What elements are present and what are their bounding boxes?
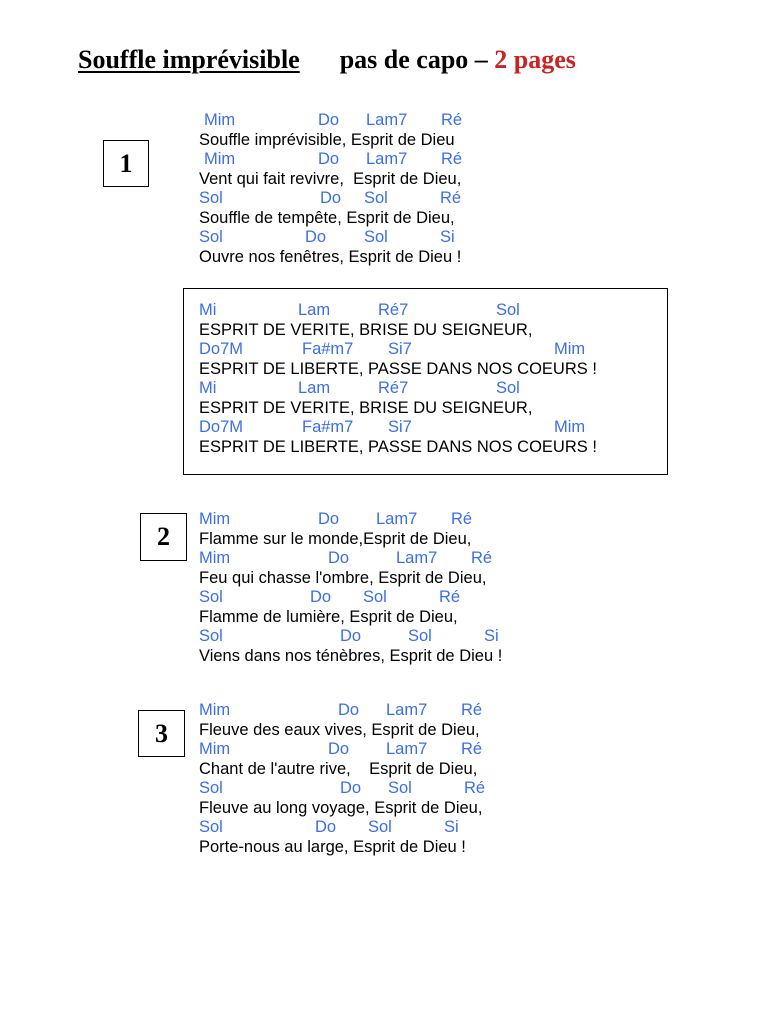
lyric-line: ESPRIT DE VERITE, BRISE DU SEIGNEUR, <box>199 398 533 417</box>
chord: Lam7 <box>376 510 418 528</box>
chord: Mim <box>199 701 231 719</box>
song-title <box>78 42 576 78</box>
chord: Mim <box>554 418 586 436</box>
lyric-line: Souffle imprévisible, Esprit de Dieu <box>199 130 455 149</box>
chord: Si <box>440 228 455 246</box>
chord: Si <box>444 818 459 836</box>
chord: Si7 <box>388 340 412 358</box>
lyric-line: Flamme de lumière, Esprit de Dieu, <box>199 607 458 626</box>
chord: Ré <box>441 150 463 168</box>
chord-line <box>199 189 461 209</box>
chord: Do <box>328 549 350 567</box>
capo-note: pas de capo – <box>339 45 488 74</box>
chord-line <box>199 818 482 838</box>
chord: Ré <box>461 701 483 719</box>
chord: Sol <box>496 301 520 319</box>
chord: Sol <box>199 627 223 645</box>
chord: Ré <box>451 510 473 528</box>
chord: Sol <box>364 189 388 207</box>
chord: Mim <box>199 549 231 567</box>
chord: Lam7 <box>386 701 428 719</box>
chord: Lam <box>298 379 331 397</box>
chord-line <box>199 549 502 569</box>
chord: Sol <box>199 588 223 606</box>
chord-line <box>199 627 502 647</box>
verse-number-1: 1 <box>103 140 149 187</box>
chord: Mi <box>199 301 217 319</box>
chord-line <box>199 418 597 438</box>
chord: Lam7 <box>386 740 428 758</box>
chord-line <box>199 510 502 530</box>
chord: Si7 <box>388 418 412 436</box>
chord-line <box>199 379 597 399</box>
chord-line <box>199 779 486 799</box>
chord: Mim <box>204 150 236 168</box>
lyric-line: Fleuve des eaux vives, Esprit de Dieu, <box>199 720 480 739</box>
chord: Sol <box>408 627 432 645</box>
chord: Do <box>340 779 362 797</box>
refrain <box>199 301 597 457</box>
chord: Mi <box>199 379 217 397</box>
chord: Ré <box>441 111 463 129</box>
chord-line <box>199 111 461 131</box>
lyric-line: ESPRIT DE VERITE, BRISE DU SEIGNEUR, <box>199 320 533 339</box>
chord: Lam <box>298 301 331 319</box>
chord: Do <box>328 740 350 758</box>
chord: Lam7 <box>396 549 438 567</box>
lyric-line: Souffle de tempête, Esprit de Dieu, <box>199 208 455 227</box>
chord: Ré7 <box>378 379 409 397</box>
chord: Do7M <box>199 418 244 436</box>
chord: Sol <box>496 379 520 397</box>
chord: Sol <box>388 779 412 797</box>
song-title-main: Souffle imprévisible <box>78 45 300 74</box>
chord: Mim <box>204 111 236 129</box>
chord: Mim <box>199 510 231 528</box>
chord-line <box>199 228 461 248</box>
chord: Do <box>315 818 337 836</box>
chord-line <box>199 340 597 360</box>
lyric-line: Feu qui chasse l'ombre, Esprit de Dieu, <box>199 568 487 587</box>
verse-2 <box>199 510 502 666</box>
lyric-line: Ouvre nos fenêtres, Esprit de Dieu ! <box>199 247 462 266</box>
lyric-line: Porte-nous au large, Esprit de Dieu ! <box>199 837 466 856</box>
verse-number-2: 2 <box>140 513 187 561</box>
chord: Do7M <box>199 340 244 358</box>
chord-line <box>199 301 597 321</box>
chord: Fa#m7 <box>302 418 354 436</box>
chord: Do <box>305 228 327 246</box>
chord-line <box>199 701 482 721</box>
chord: Sol <box>199 189 223 207</box>
chord: Do <box>318 150 340 168</box>
chord: Ré7 <box>378 301 409 319</box>
chord: Lam7 <box>366 111 408 129</box>
chord: Sol <box>199 228 223 246</box>
chord: Mim <box>199 740 231 758</box>
lyric-line: Fleuve au long voyage, Esprit de Dieu, <box>199 798 483 817</box>
chord: Sol <box>364 228 388 246</box>
chord: Do <box>338 701 360 719</box>
chord: Sol <box>199 779 223 797</box>
chord-line <box>199 150 461 170</box>
chord: Lam7 <box>366 150 408 168</box>
verse-number-3: 3 <box>138 710 185 757</box>
page-count: 2 pages <box>494 45 576 74</box>
chord: Ré <box>439 588 461 606</box>
chord: Sol <box>368 818 392 836</box>
chord: Do <box>340 627 362 645</box>
lyric-line: Flamme sur le monde,Esprit de Dieu, <box>199 529 472 548</box>
chord-line <box>199 740 482 760</box>
chord: Ré <box>471 549 493 567</box>
chord: Mim <box>554 340 586 358</box>
lyric-line: Chant de l'autre rive, Esprit de Dieu, <box>199 759 478 778</box>
chord: Do <box>318 111 340 129</box>
chord: Fa#m7 <box>302 340 354 358</box>
chord: Ré <box>464 779 486 797</box>
lyric-line: ESPRIT DE LIBERTE, PASSE DANS NOS COEURS ! <box>199 437 597 456</box>
lyric-line: ESPRIT DE LIBERTE, PASSE DANS NOS COEURS ! <box>199 359 597 378</box>
chord: Ré <box>461 740 483 758</box>
chord: Do <box>320 189 342 207</box>
lyric-line: Vent qui fait revivre, Esprit de Dieu, <box>199 169 462 188</box>
chord: Ré <box>440 189 462 207</box>
chord-line <box>199 588 502 608</box>
lyric-line: Viens dans nos ténèbres, Esprit de Dieu ! <box>199 646 503 665</box>
verse-3 <box>199 701 486 857</box>
verse-1 <box>199 111 461 267</box>
chord: Do <box>318 510 340 528</box>
chord: Si <box>484 627 499 645</box>
chord: Sol <box>199 818 223 836</box>
chord: Do <box>310 588 332 606</box>
chord: Sol <box>363 588 387 606</box>
